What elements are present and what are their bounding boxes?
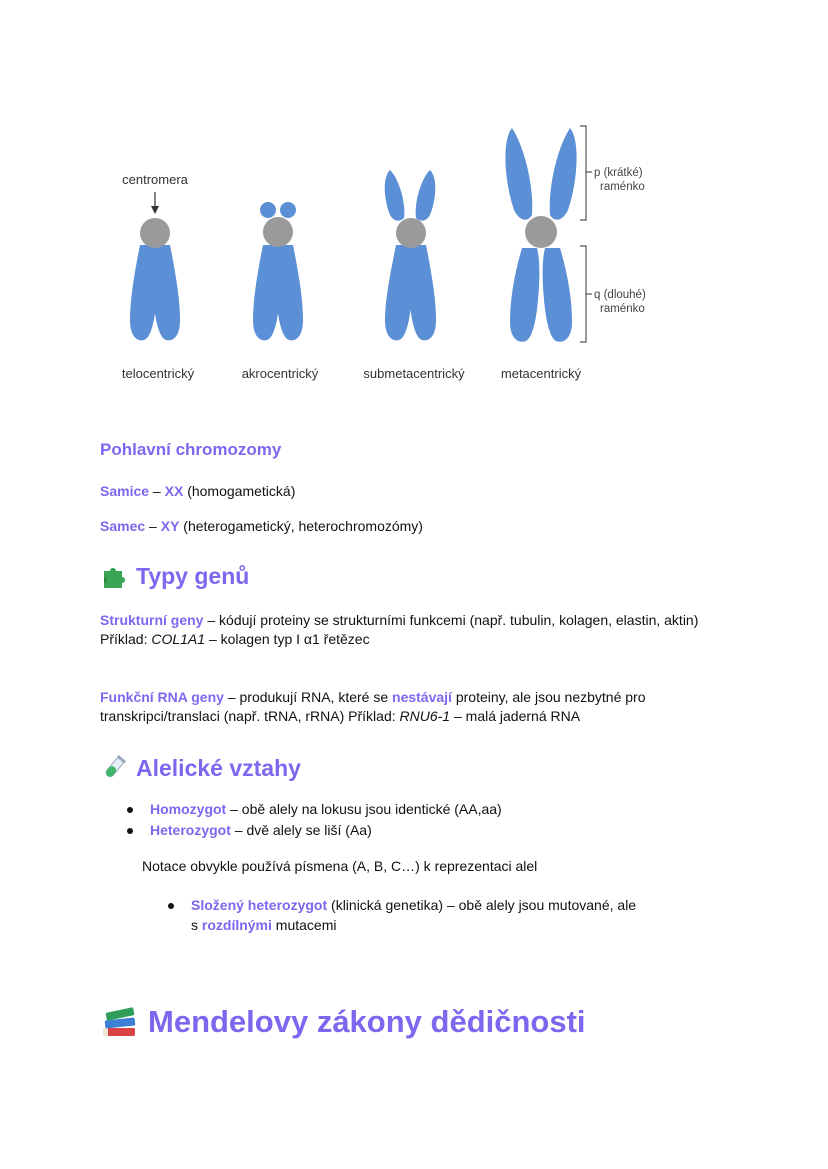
compound-highlight: rozdílnými [201,917,272,933]
rna-desc-1: – produkují RNA, které se [223,689,393,705]
mendel-title: Mendelovy zákony dědičnosti [148,1004,586,1039]
compound-desc-2b: mutacemi [271,917,337,933]
rna-highlight: nestávají [392,689,452,705]
submetacentric-chromosome [385,170,436,340]
list-item [166,895,636,935]
metacentric-chromosome [505,128,576,342]
female-code: XX [164,483,184,499]
books-icon [100,1004,138,1040]
arm-brackets [580,126,592,342]
type-label-telocentric: telocentrický [121,366,195,381]
type-label-metacentric: metacentrický [500,366,582,381]
sex-chromosomes-heading: Pohlavní chromozomy [100,440,282,459]
list-item [125,820,502,841]
puzzle-icon [100,562,128,590]
list-item [125,799,502,820]
rna-genes-paragraph [100,688,740,726]
gene-types-heading [100,562,249,590]
telocentric-chromosome [122,172,189,340]
homozygote-desc: – obě alely na lokusu jsou identické (AA,aa) [226,801,502,817]
chromosome-diagram [100,110,700,400]
heterozygote-desc: – dvě alely se liší (Aa) [230,822,372,838]
allelic-list [125,799,502,841]
female-desc: (homogametická) [183,483,296,499]
example-desc: – kolagen typ I α1 řetězec [205,631,370,647]
allelic-heading [100,754,301,782]
male-desc: (heterogametický, heterochromozómy) [179,518,423,534]
q-arm-label-2: raménko [600,303,645,315]
female-sep: – [149,483,165,499]
rna-example-gene: RNU6-1 [399,708,451,724]
compound-list [166,895,636,935]
female-line [100,482,740,501]
heterozygote-term: Heterozygot [150,822,231,838]
compound-desc-1: (klinická genetika) – obě alely jsou mutované, ale [327,897,637,913]
test-tube-icon [100,754,128,782]
type-label-submetacentric: submetacentrický [363,366,465,381]
rna-example-desc: – malá jaderná RNA [450,708,581,724]
male-line [100,517,740,536]
male-sep: – [145,518,161,534]
allelic-title: Alelické vztahy [136,754,301,781]
structural-term: Strukturní geny [100,612,204,628]
structural-genes-paragraph [100,611,740,649]
structural-desc: – kódují proteiny se strukturními funkcemi (např. tubulin, kolagen, elastin, aktin) [203,612,699,628]
q-arm-label: q (dlouhé) [594,289,646,301]
example-gene: COL1A1 [151,631,206,647]
example-label: Příklad: [100,631,152,647]
p-arm-label-2: raménko [600,181,645,193]
rna-term: Funkční RNA geny [100,689,224,705]
homozygote-term: Homozygot [150,801,227,817]
male-code: XY [160,518,180,534]
type-label-acrocentric: akrocentrický [241,366,319,381]
notation-note: Notace obvykle používá písmena (A, B, C…) k reprezentaci alel [142,858,538,874]
chromosome-types-figure [100,110,700,400]
female-term: Samice [100,483,150,499]
male-term: Samec [100,518,146,534]
mendel-heading [100,1004,586,1040]
compound-term: Složený heterozygot [191,897,328,913]
rna-desc-2: proteiny, ale jsou nezbytné pro transkripci/translaci (např. tRNA, rRNA) Příklad: [100,689,646,724]
acrocentric-chromosome [253,202,303,340]
p-arm-label: p (krátké) [594,167,643,179]
compound-desc-2a: s [191,917,202,933]
centromere-label: centromera [122,172,188,187]
gene-types-title: Typy genů [136,562,250,589]
